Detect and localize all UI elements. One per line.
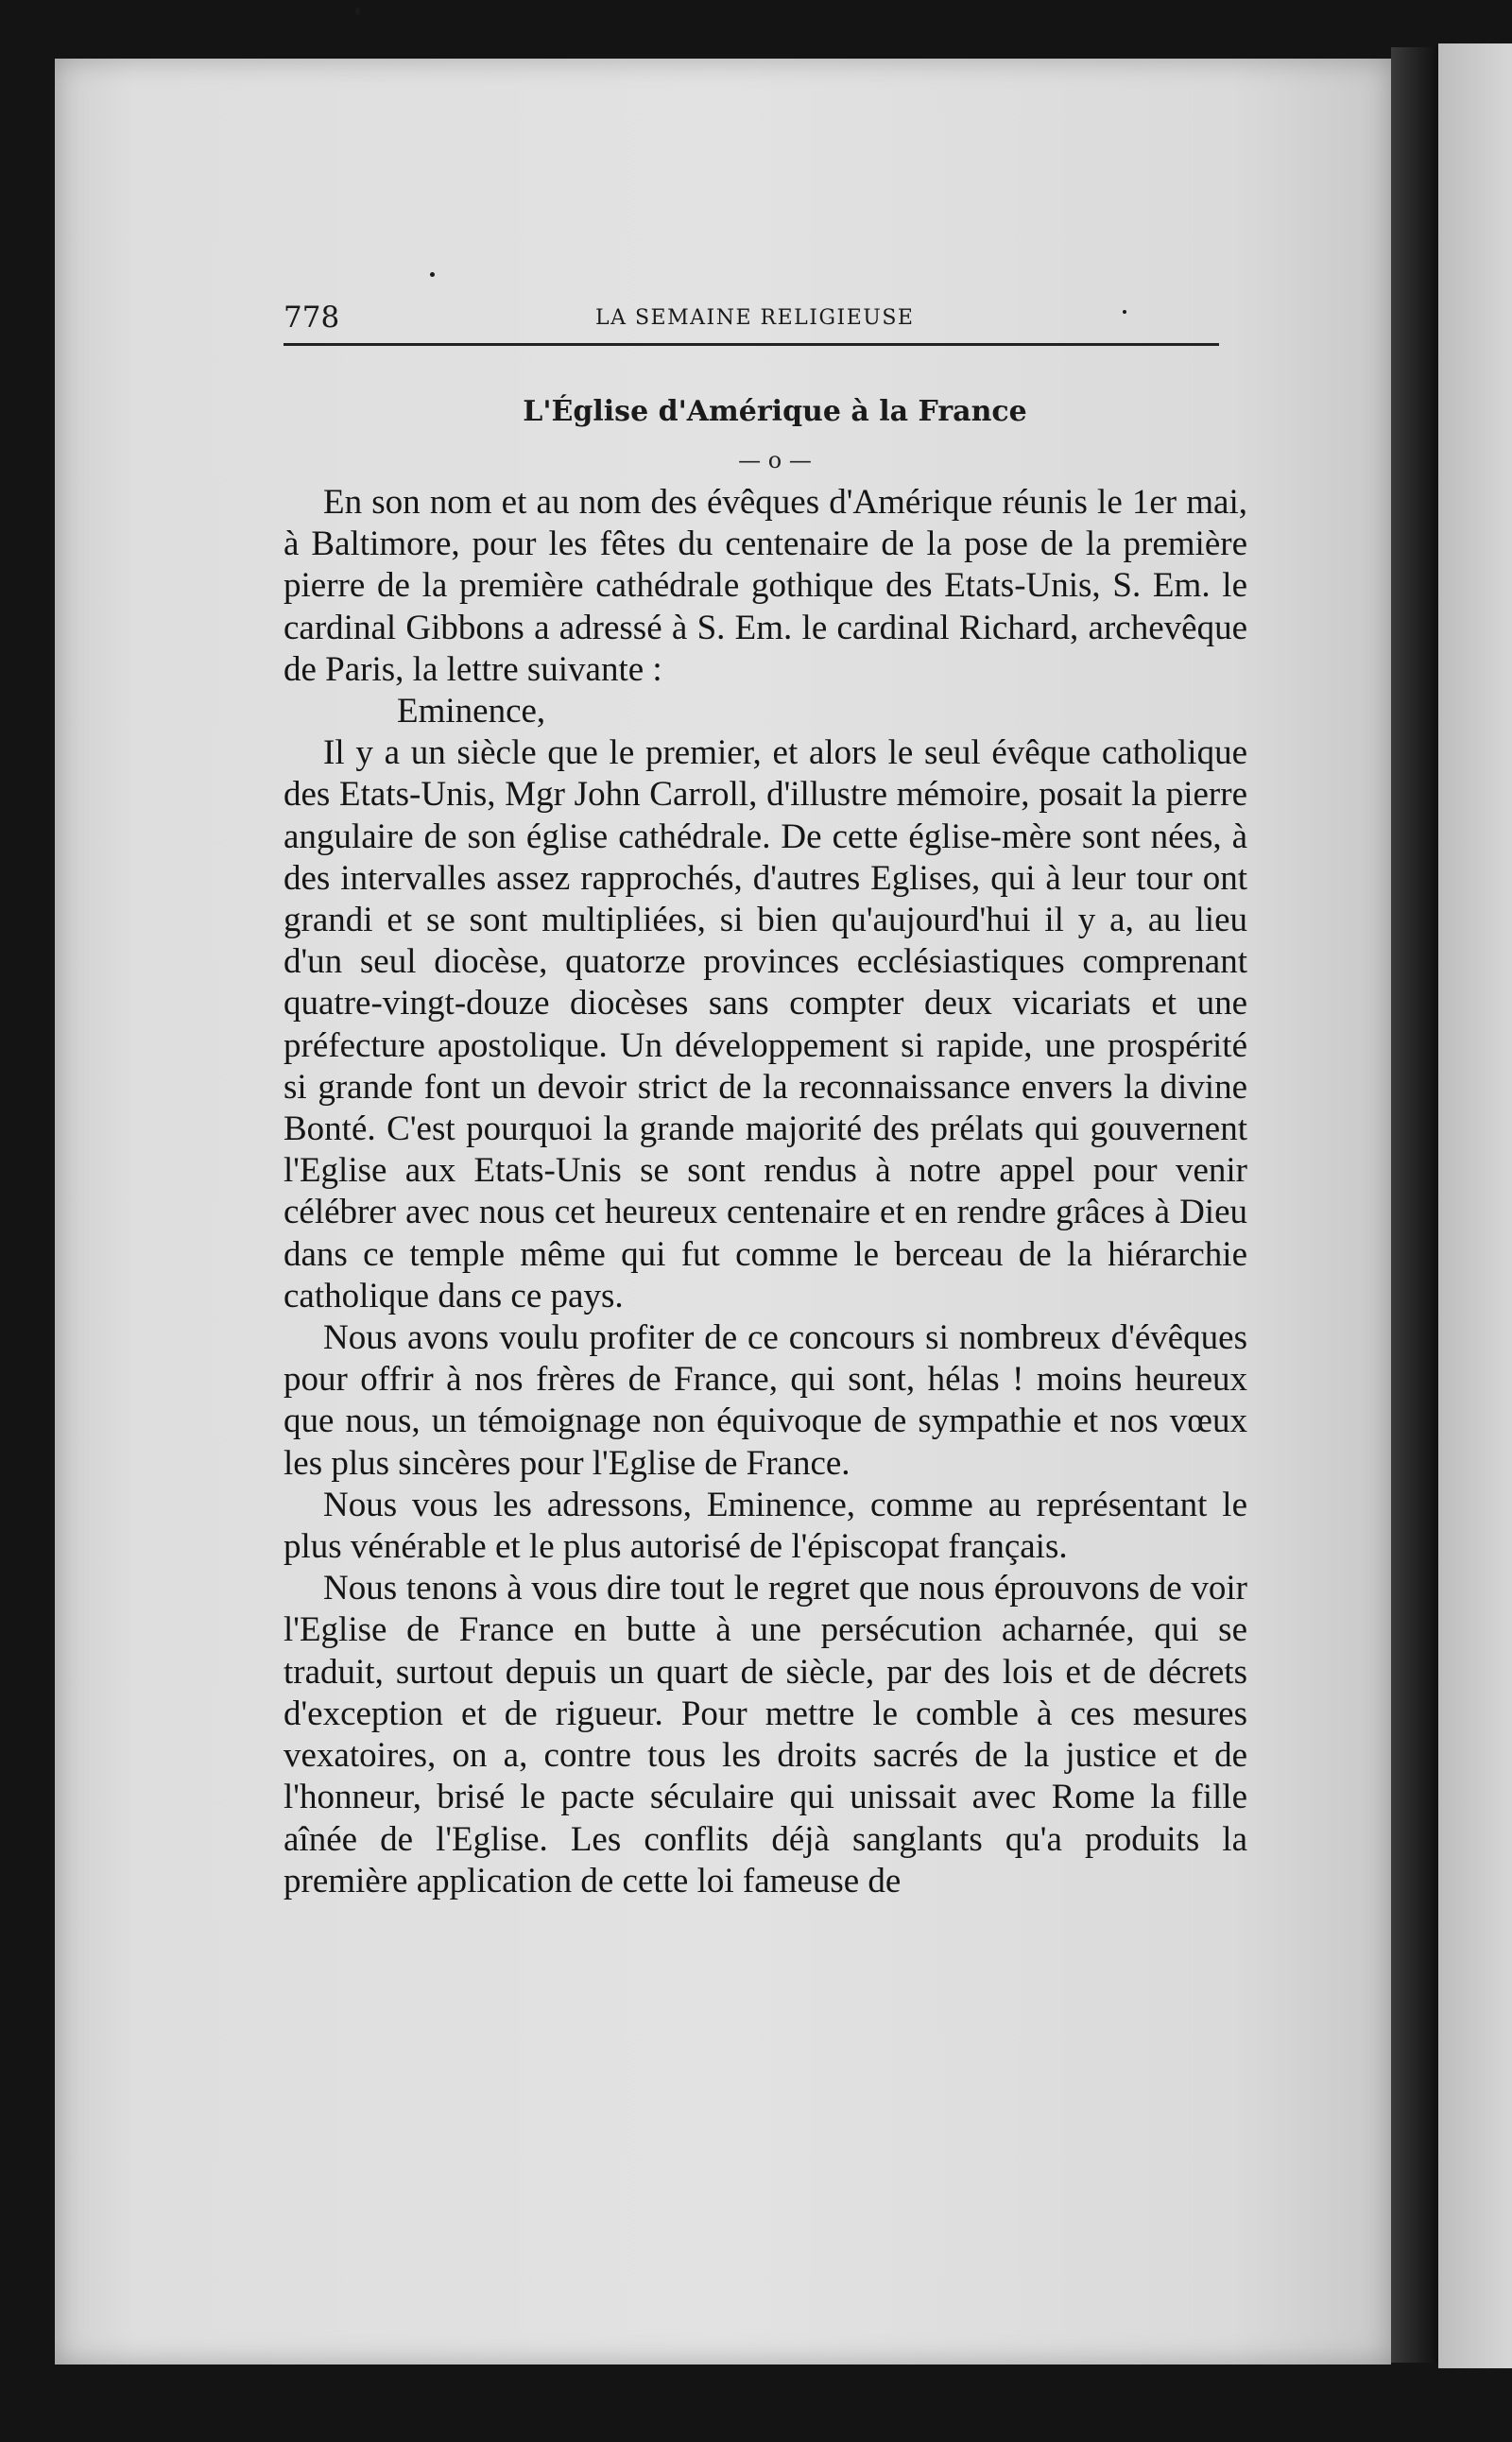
journal-title: LA SEMAINE RELIGIEUSE <box>595 306 915 330</box>
paragraph-salutation: Eminence, <box>397 692 546 731</box>
scan-speck <box>430 272 435 277</box>
scan-speck <box>1123 310 1126 314</box>
header-rule <box>284 343 1219 346</box>
paragraph-body: Nous vous les adressons, Eminence, comme au représentant le plus vénérable et le plus autorisé de l'épiscopat français. <box>284 1485 1247 1567</box>
article-title: L'Église d'Amérique à la France <box>523 395 1027 428</box>
paragraph-body: Il y a un siècle que le premier, et alors le seul évêque catholique des Etats-Unis, Mgr John Carroll, d'illustre mémoire, posait la pierre angulaire de son église cathédrale. De cette église-mère sont nées, à des intervalles assez rapprochés, d'autres Eglises, qui à leur tour ont grandi et se sont multipliées, si bien qu'aujourd'hui il y a, au lieu d'un seul diocèse, quatorze provinces ecclésiastiques comprenant quatre-vingt-douze diocèses sans compter deux vicariats et une préfecture apostolique. Un développement si rapide, une prospérité si grande font un devoir strict de la reconnaissance envers la divine Bonté. C'est pourquoi la grande majorité des prélats qui gouvernent l'Eglise aux Etats-Unis se sont rendus à notre appel pour venir célébrer avec nous cet heureux centenaire et en rendre grâces à Dieu dans ce temple même qui fut comme le berceau de la hiérarchie catholique dans ce pays. <box>284 733 1247 1316</box>
book-gutter <box>1391 47 1438 2363</box>
next-page-edge <box>1438 43 1512 2368</box>
paragraph-body: Nous avons voulu profiter de ce concours si nombreux d'évêques pour offrir à nos frères de France, qui sont, hélas ! moins heureux que nous, un témoignage non équivoque de sympathie et nos vœux les plus sincères pour l'Eglise de France. <box>284 1318 1247 1483</box>
title-separator: — o — <box>738 447 812 473</box>
running-header <box>284 301 1219 344</box>
scan-speck <box>355 8 360 15</box>
page-number: 778 <box>284 301 340 335</box>
paragraph-intro: En son nom et au nom des évêques d'Amérique réunis le 1er mai, à Baltimore, pour les fêtes du centenaire de la pose de la première pierre de la première cathédrale gothique des Etats-Unis, S. Em. le cardinal Gibbons a adressé à S. Em. le cardinal Richard, archevêque de Paris, la lettre suivante : <box>284 483 1247 689</box>
article-body <box>284 482 1247 1902</box>
paragraph-body: Nous tenons à vous dire tout le regret que nous éprouvons de voir l'Eglise de France en butte à une persécution acharnée, qui se traduit, surtout depuis un quart de siècle, par des lois et de décrets d'exception et de rigueur. Pour mettre le comble à ces mesures vexatoires, on a, contre tous les droits sacrés de la justice et de l'honneur, brisé le pacte séculaire qui unissait avec Rome la fille aînée de l'Eglise. Les conflits déjà sanglants qu'a produits la première application de cette loi fameuse de <box>284 1569 1247 1900</box>
